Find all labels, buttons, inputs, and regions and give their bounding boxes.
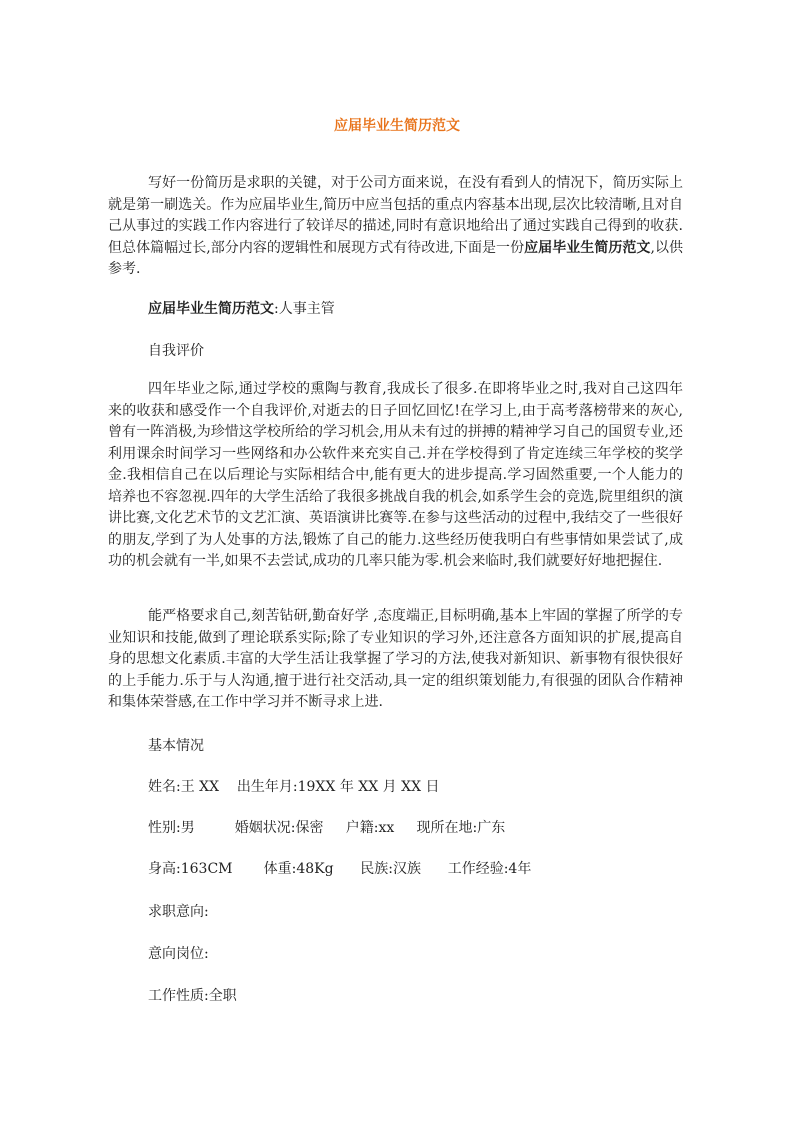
intro-text-before: 写好一份简历是求职的关键，对于公司方面来说，在没有看到人的情况下，简历实际上就是第一刷选关。作为应届毕业生,简历中应当包括的重点内容基本出现,层次比较清晰,且对自己从事过的实践工作内容进行了较详尽的描述,同时有意识地给出了通过实践自己得到的收获.但总体篇幅过长,部分内容的逻辑性和展现方式有待改进,下面是一份 bbox=[108, 175, 683, 256]
intro-text-after: ,以供参考. bbox=[108, 239, 684, 277]
intro-bold-keyword: 应届毕业生简历范文 bbox=[524, 239, 651, 256]
basic-info-line-3: 身高:163CM 体重:48Kg 民族:汉族 工作经验:4年 bbox=[148, 861, 532, 877]
self-eval-paragraph-1: 四年毕业之际,通过学校的熏陶与教育,我成长了很多.在即将毕业之时,我对自己这四年来的收获和感受作一个自我评价,对逝去的日子回忆回忆!在学习上,由于高考落榜带来的灰心,曾有一阵消极,为珍惜这学校所给的学习机会,用从未有过的拼搏的精神学习自己的国贸专业,还利用课余时间学习一些网络和办公软件来充实自己.并在学校得到了肯定连续三年学校的奖学金.我相信自己在以后理论与实际相结合中,能有更大的进步提高.学习固然重要,一个人能力的培养也不容忽视.四年的大学生活给了我很多挑战自我的机会,如系学生会的竞选,院里组织的演讲比赛,文化艺术节的文艺汇演、英语演讲比赛等.在参与这些活动的过程中,我结交了一些很好的朋友,学到了为人处事的方法,锻炼了自己的能力.这些经历使我明白有些事情如果尝试了,成功的机会就有一半,如果不去尝试,成功的几率只能为零.机会来临时,我们就要好好地把握住. bbox=[108, 381, 683, 569]
intended-position-line: 意向岗位: bbox=[148, 946, 209, 962]
intro-paragraph bbox=[108, 173, 683, 281]
sample-heading-bold: 应届毕业生简历范文 bbox=[148, 301, 274, 317]
basic-info-heading: 基本情况 bbox=[148, 738, 204, 754]
basic-info-line-1: 姓名:王 XX 出生年月:19XX 年 XX 月 XX 日 bbox=[148, 779, 440, 795]
job-intent-heading: 求职意向: bbox=[148, 904, 209, 920]
job-nature-line: 工作性质:全职 bbox=[148, 988, 237, 1004]
self-eval-paragraph-2: 能严格要求自己,刻苦钻研,勤奋好学 ,态度端正,目标明确,基本上牢固的掌握了所学的专业知识和技能,做到了理论联系实际;除了专业知识的学习外,还注意各方面知识的扩展,提高自身的思想文化素质.丰富的大学生活让我掌握了学习的方法,使我对新知识、新事物有很快很好的上手能力.乐于与人沟通,擅于进行社交活动,具一定的组织策划能力,有很强的团队合作精神和集体荣誉感,在工作中学习并不断寻求上进. bbox=[108, 608, 683, 710]
sample-heading-rest: :人事主管 bbox=[274, 301, 335, 317]
self-eval-heading: 自我评价 bbox=[148, 343, 204, 359]
sample-heading bbox=[148, 300, 335, 318]
document-title: 应届毕业生简历范文 bbox=[334, 118, 460, 134]
basic-info-line-2: 性别:男 婚姻状况:保密 户籍:xx 现所在地:广东 bbox=[148, 820, 506, 836]
